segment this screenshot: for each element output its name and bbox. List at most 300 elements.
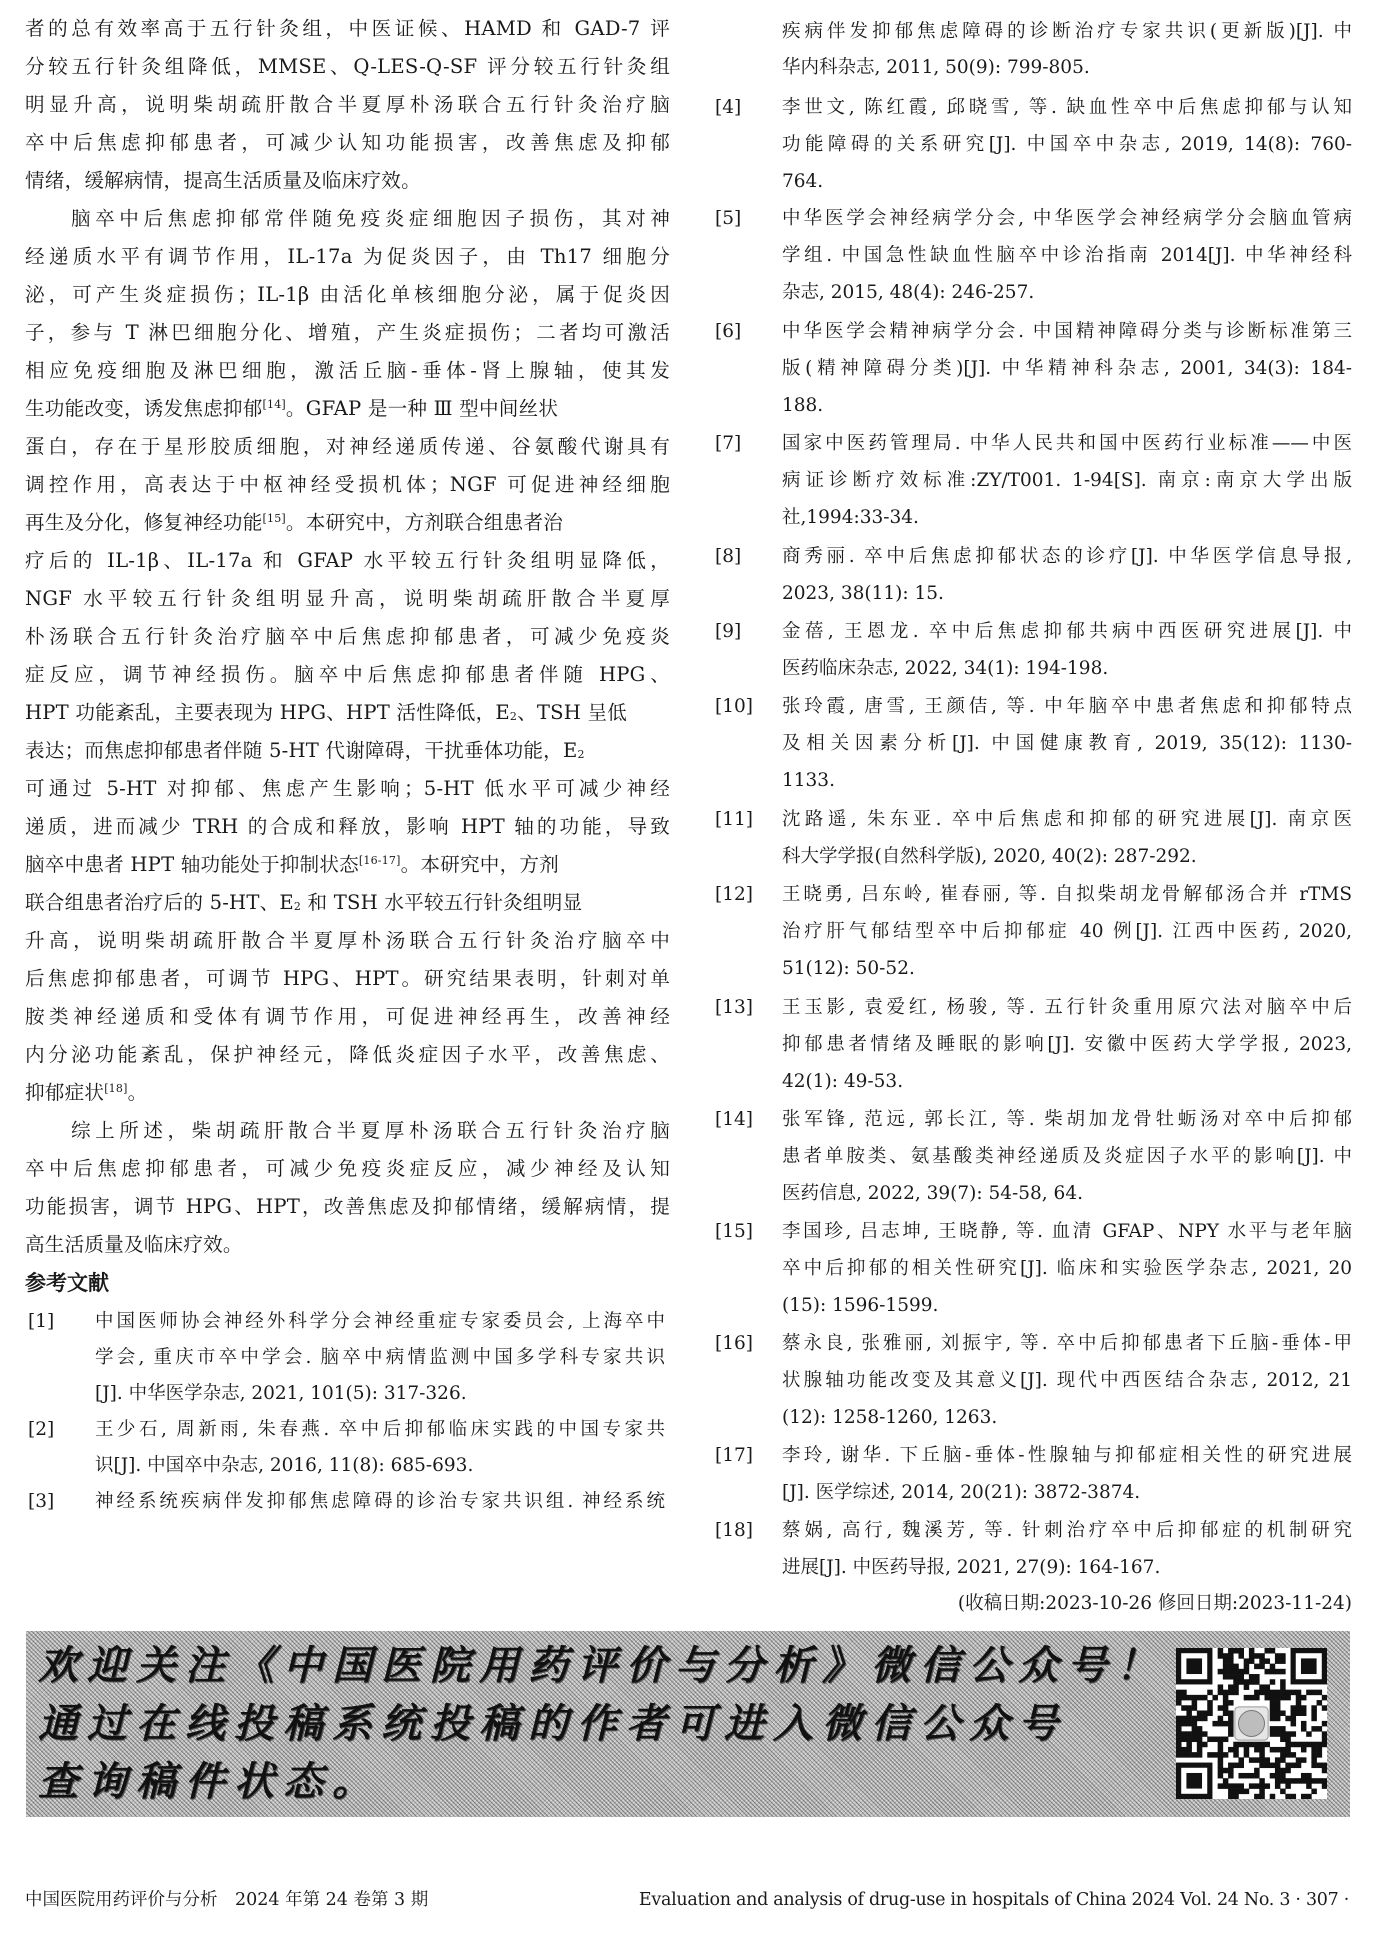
reference-line: (12): 1258-1260, 1263. <box>782 1407 998 1428</box>
qr-module <box>1223 1658 1229 1664</box>
qr-module <box>1259 1789 1265 1795</box>
reference-line: 神经系统疾病伴发抑郁焦虑障碍的诊治专家共识组. 神经系统 <box>95 1491 665 1512</box>
qr-module <box>1259 1757 1265 1763</box>
qr-module <box>1291 1742 1297 1748</box>
qr-module <box>1218 1669 1224 1675</box>
reference-number: [1] <box>28 1311 55 1332</box>
qr-module <box>1238 1679 1244 1685</box>
qr-module <box>1322 1742 1327 1748</box>
qr-module <box>1197 1737 1203 1743</box>
qr-module <box>1202 1742 1208 1748</box>
qr-module <box>1218 1716 1224 1722</box>
qr-module <box>1265 1757 1271 1763</box>
qr-module <box>1265 1690 1271 1696</box>
qr-module <box>1244 1669 1250 1675</box>
body-line: 子，参与 T 淋巴细胞分化、增殖，产生炎症损伤；二者均可激活 <box>25 321 670 344</box>
qr-module <box>1280 1752 1286 1758</box>
qr-module <box>1270 1664 1276 1670</box>
body-segment: 。GFAP 是一种 Ⅲ 型中间丝状 <box>285 397 559 420</box>
body-segment: 。本研究中，方剂 <box>400 853 559 876</box>
qr-module <box>1270 1763 1276 1769</box>
body-line: 相应免疫细胞及淋巴细胞，激活丘脑-垂体-肾上腺轴，使其发 <box>25 359 670 382</box>
qr-module <box>1280 1731 1286 1737</box>
qr-module <box>1249 1658 1255 1664</box>
banner-line: 查询稿件状态。 <box>38 1758 381 1805</box>
qr-module <box>1285 1716 1291 1722</box>
qr-finder-pattern <box>1186 1773 1202 1789</box>
qr-module <box>1238 1742 1244 1748</box>
qr-module <box>1238 1648 1244 1654</box>
qr-module <box>1212 1721 1218 1727</box>
reference-line: 蔡永良, 张雅丽, 刘振宇, 等. 卒中后抑郁患者下丘脑-垂体-甲 <box>782 1333 1352 1354</box>
qr-module <box>1223 1690 1229 1696</box>
journal-english-footer: Evaluation and analysis of drug-use in hospitals of China 2024 Vol. 24 No. 3 · 307 · <box>638 1890 1349 1910</box>
body-line: 脑卒中后焦虑抑郁常伴随免疫炎症细胞因子损伤，其对神 <box>71 207 670 230</box>
qr-module <box>1233 1742 1239 1748</box>
qr-module <box>1233 1674 1239 1680</box>
reference-number: [4] <box>715 97 742 118</box>
qr-module <box>1181 1731 1187 1737</box>
qr-module <box>1228 1794 1234 1799</box>
qr-module <box>1301 1794 1307 1799</box>
qr-module <box>1301 1747 1307 1753</box>
reference-line: 医药临床杂志, 2022, 34(1): 194-198. <box>782 658 1109 679</box>
reference-line: 进展[J]. 中医药导报, 2021, 27(9): 164-167. <box>782 1557 1161 1578</box>
reference-number: [2] <box>28 1419 55 1440</box>
banner-line: 欢迎关注《中国医院用药评价与分析》微信公众号！ <box>38 1642 1165 1689</box>
qr-module <box>1218 1757 1224 1763</box>
reference-line: 张军锋, 范远, 郭长江, 等. 柴胡加龙骨牡蛎汤对卒中后抑郁 <box>782 1109 1352 1130</box>
qr-module <box>1296 1778 1302 1784</box>
qr-module <box>1176 1700 1182 1706</box>
reference-number: [14] <box>715 1109 753 1130</box>
citation[interactable]: [15] <box>262 512 286 525</box>
qr-code-icon[interactable] <box>1176 1648 1327 1799</box>
qr-module <box>1317 1752 1323 1758</box>
qr-module <box>1270 1726 1276 1732</box>
qr-module <box>1311 1778 1317 1784</box>
body-line: 泌，可产生炎症损伤；IL-1β 由活化单核细胞分泌，属于促炎因 <box>25 283 670 306</box>
qr-module <box>1275 1778 1281 1784</box>
qr-module <box>1202 1716 1208 1722</box>
qr-module <box>1233 1763 1239 1769</box>
body-line: 疗后的 IL-1β、IL-17a 和 GFAP 水平较五行针灸组明显降低， <box>25 549 670 572</box>
qr-module <box>1317 1690 1323 1696</box>
reference-line: 2023, 38(11): 15. <box>782 583 944 604</box>
body-line: 分较五行针灸组降低，MMSE、Q-LES-Q-SF 评分较五行针灸组 <box>25 55 670 78</box>
qr-module <box>1176 1726 1182 1732</box>
qr-module <box>1228 1747 1234 1753</box>
qr-module <box>1223 1768 1229 1774</box>
qr-module <box>1259 1763 1265 1769</box>
qr-module <box>1233 1690 1239 1696</box>
qr-module <box>1228 1716 1234 1722</box>
qr-module <box>1311 1747 1317 1753</box>
qr-module <box>1311 1710 1317 1716</box>
qr-module <box>1270 1716 1276 1722</box>
qr-module <box>1238 1669 1244 1675</box>
qr-module <box>1192 1700 1198 1706</box>
qr-module <box>1301 1726 1307 1732</box>
qr-module <box>1270 1794 1276 1799</box>
qr-module <box>1296 1705 1302 1711</box>
body-line: 高生活质量及临床疗效。 <box>25 1233 243 1256</box>
qr-module <box>1176 1716 1182 1722</box>
reference-line: 识[J]. 中国卒中杂志, 2016, 11(8): 685-693. <box>95 1455 474 1476</box>
reference-line: 功能障碍的关系研究[J]. 中国卒中杂志, 2019, 14(8): 760- <box>782 134 1352 155</box>
qr-module <box>1176 1752 1182 1758</box>
qr-module <box>1202 1731 1208 1737</box>
qr-module <box>1291 1690 1297 1696</box>
reference-number: [10] <box>715 696 753 717</box>
qr-module <box>1176 1747 1182 1753</box>
reference-number: [13] <box>715 997 753 1018</box>
qr-module <box>1265 1783 1271 1789</box>
qr-module <box>1223 1783 1229 1789</box>
qr-module <box>1238 1653 1244 1659</box>
qr-module <box>1270 1710 1276 1716</box>
qr-module <box>1285 1742 1291 1748</box>
qr-module <box>1192 1737 1198 1743</box>
qr-module <box>1270 1648 1276 1654</box>
qr-module <box>1306 1778 1312 1784</box>
body-line: 蛋白，存在于星形胶质细胞，对神经递质传递、谷氨酸代谢具有 <box>25 435 670 458</box>
reference-number: [8] <box>715 546 742 567</box>
qr-module <box>1186 1742 1192 1748</box>
qr-module <box>1228 1726 1234 1732</box>
reference-line: 42(1): 49-53. <box>782 1071 904 1092</box>
qr-module <box>1296 1710 1302 1716</box>
qr-module <box>1291 1716 1297 1722</box>
qr-module <box>1223 1721 1229 1727</box>
qr-module <box>1322 1695 1327 1701</box>
qr-module <box>1259 1653 1265 1659</box>
qr-module <box>1249 1742 1255 1748</box>
qr-module <box>1218 1763 1224 1769</box>
qr-module <box>1249 1695 1255 1701</box>
qr-module <box>1228 1648 1234 1654</box>
qr-module <box>1218 1783 1224 1789</box>
qr-module <box>1306 1731 1312 1737</box>
qr-module <box>1197 1710 1203 1716</box>
qr-module <box>1218 1737 1224 1743</box>
qr-module <box>1275 1710 1281 1716</box>
body-line: 综上所述，柴胡疏肝散合半夏厚朴汤联合五行针灸治疗脑 <box>71 1119 670 1142</box>
qr-module <box>1285 1768 1291 1774</box>
qr-module <box>1207 1737 1213 1743</box>
qr-module <box>1254 1695 1260 1701</box>
qr-module <box>1280 1690 1286 1696</box>
qr-module <box>1275 1731 1281 1737</box>
reference-line: 中华医学会精神病学分会. 中国精神障碍分类与诊断标准第三 <box>782 321 1352 342</box>
qr-module <box>1259 1690 1265 1696</box>
body-line: 症反应，调节神经损伤。脑卒中后焦虑抑郁患者伴随 HPG、 <box>25 663 670 686</box>
qr-module <box>1322 1778 1327 1784</box>
qr-module <box>1233 1752 1239 1758</box>
reference-line: 科大学学报(自然科学版), 2020, 40(2): 287-292. <box>782 846 1197 867</box>
qr-module <box>1228 1763 1234 1769</box>
qr-module <box>1207 1710 1213 1716</box>
qr-code-graphic <box>1176 1648 1327 1799</box>
qr-module <box>1291 1731 1297 1737</box>
body-segment: 。本研究中，方剂联合组患者治 <box>285 511 564 534</box>
qr-module <box>1228 1690 1234 1696</box>
qr-module <box>1322 1737 1327 1743</box>
qr-module <box>1259 1684 1265 1690</box>
qr-module <box>1280 1768 1286 1774</box>
reference-line: 188. <box>782 395 824 416</box>
qr-module <box>1259 1658 1265 1664</box>
qr-module <box>1244 1658 1250 1664</box>
body-segment: 抑郁症状 <box>25 1081 105 1104</box>
qr-module <box>1218 1690 1224 1696</box>
qr-module <box>1259 1747 1265 1753</box>
qr-module <box>1275 1747 1281 1753</box>
qr-module <box>1270 1705 1276 1711</box>
qr-module <box>1186 1705 1192 1711</box>
reference-line: 中华医学会神经病学分会, 中华医学会神经病学分会脑血管病 <box>782 208 1352 229</box>
qr-module <box>1311 1757 1317 1763</box>
reference-number: [9] <box>715 621 742 642</box>
qr-module <box>1218 1768 1224 1774</box>
qr-module <box>1301 1778 1307 1784</box>
qr-module <box>1244 1789 1250 1795</box>
reference-line: 李玲, 谢华. 下丘脑-垂体-性腺轴与抑郁症相关性的研究进展 <box>782 1445 1352 1466</box>
qr-module <box>1270 1747 1276 1753</box>
body-segment: 和 TSH 水平较五行针灸组明显 <box>301 891 583 914</box>
qr-module <box>1296 1695 1302 1701</box>
qr-module <box>1223 1710 1229 1716</box>
qr-module <box>1291 1763 1297 1769</box>
reference-line: 病证诊断疗效标准:ZY/T001. 1-94[S]. 南京:南京大学出版 <box>782 470 1352 491</box>
body-line <box>25 891 582 915</box>
qr-module <box>1322 1721 1327 1727</box>
reference-number: [11] <box>715 809 753 830</box>
qr-module <box>1181 1752 1187 1758</box>
qr-module <box>1181 1721 1187 1727</box>
qr-module <box>1244 1664 1250 1670</box>
reference-line: 治疗肝气郁结型卒中后抑郁症 40 例[J]. 江西中医药, 2020, <box>782 921 1352 942</box>
qr-module <box>1244 1747 1250 1753</box>
qr-module <box>1265 1695 1271 1701</box>
qr-module <box>1244 1742 1250 1748</box>
qr-module <box>1233 1747 1239 1753</box>
qr-module <box>1223 1700 1229 1706</box>
qr-module <box>1218 1747 1224 1753</box>
qr-module <box>1291 1752 1297 1758</box>
qr-module <box>1223 1669 1229 1675</box>
reference-line: 中国医师协会神经外科学分会神经重症专家委员会, 上海卒中 <box>95 1311 665 1332</box>
qr-module <box>1218 1653 1224 1659</box>
qr-module <box>1275 1768 1281 1774</box>
qr-module <box>1322 1731 1327 1737</box>
reference-line: 李国珍, 吕志坤, 王晓静, 等. 血清 GFAP、NPY 水平与老年脑 <box>782 1221 1352 1242</box>
body-line <box>25 511 563 535</box>
qr-module <box>1306 1690 1312 1696</box>
qr-module <box>1280 1684 1286 1690</box>
qr-module <box>1176 1721 1182 1727</box>
qr-module <box>1228 1669 1234 1675</box>
qr-module <box>1186 1721 1192 1727</box>
qr-module <box>1291 1710 1297 1716</box>
qr-module <box>1249 1783 1255 1789</box>
body-segment: 联合组患者治疗后的 5-HT、E <box>25 891 294 914</box>
reference-line: 国家中医药管理局. 中华人民共和国中医药行业标准——中医 <box>782 433 1352 454</box>
qr-module <box>1311 1789 1317 1795</box>
reference-line: 医药信息, 2022, 39(7): 54-58, 64. <box>782 1183 1083 1204</box>
wechat-promo-banner <box>26 1631 1350 1817</box>
reference-line: 及相关因素分析[J]. 中国健康教育, 2019, 35(12): 1130- <box>782 733 1352 754</box>
body-segment: 表达；而焦虑抑郁患者伴随 5-HT 代谢障碍，干扰垂体功能，E <box>25 739 578 762</box>
qr-module <box>1270 1690 1276 1696</box>
qr-module <box>1285 1731 1291 1737</box>
qr-module <box>1254 1674 1260 1680</box>
qr-module <box>1197 1695 1203 1701</box>
qr-module <box>1228 1664 1234 1670</box>
qr-module <box>1322 1763 1327 1769</box>
qr-module <box>1176 1742 1182 1748</box>
qr-module <box>1186 1752 1192 1758</box>
qr-module <box>1238 1783 1244 1789</box>
reference-line: 沈路遥, 朱东亚. 卒中后焦虑和抑郁的研究进展[J]. 南京医 <box>782 809 1352 830</box>
qr-module <box>1306 1794 1312 1799</box>
qr-module <box>1228 1658 1234 1664</box>
qr-module <box>1296 1742 1302 1748</box>
citation[interactable]: [16-17] <box>358 854 401 867</box>
qr-module <box>1311 1742 1317 1748</box>
body-segment: 脑卒中患者 HPT 轴功能处于抑制状态 <box>25 853 359 876</box>
qr-module <box>1254 1794 1260 1799</box>
qr-module <box>1311 1690 1317 1696</box>
qr-module <box>1275 1726 1281 1732</box>
qr-module <box>1270 1695 1276 1701</box>
qr-module <box>1275 1695 1281 1701</box>
body-line: 者的总有效率高于五行针灸组，中医证候、HAMD 和 GAD-7 评 <box>25 17 670 40</box>
qr-module <box>1259 1752 1265 1758</box>
reference-line: 学组. 中国急性缺血性脑卒中诊治指南 2014[J]. 中华神经科 <box>782 245 1352 266</box>
qr-module <box>1291 1778 1297 1784</box>
qr-module <box>1254 1664 1260 1670</box>
qr-module <box>1233 1664 1239 1670</box>
qr-module <box>1207 1705 1213 1711</box>
qr-module <box>1186 1747 1192 1753</box>
reference-line: 1133. <box>782 770 835 791</box>
qr-module <box>1233 1789 1239 1795</box>
reference-line: 疾病伴发抑郁焦虑障碍的诊断治疗专家共识(更新版)[J]. 中 <box>782 21 1352 42</box>
qr-module <box>1176 1731 1182 1737</box>
body-segment: 、TSH 呈低 <box>517 701 628 724</box>
qr-module <box>1317 1747 1323 1753</box>
qr-module <box>1192 1695 1198 1701</box>
qr-module <box>1197 1726 1203 1732</box>
qr-module <box>1212 1752 1218 1758</box>
qr-module <box>1197 1731 1203 1737</box>
citation[interactable]: [14] <box>262 398 286 411</box>
qr-module <box>1228 1721 1234 1727</box>
reference-line: 卒中后抑郁的相关性研究[J]. 临床和实验医学杂志, 2021, 20 <box>782 1258 1352 1279</box>
body-line: 内分泌功能紊乱，保护神经元，降低炎症因子水平，改善焦虑、 <box>25 1043 670 1066</box>
qr-module <box>1280 1737 1286 1743</box>
qr-module <box>1296 1763 1302 1769</box>
body-line: 可通过 5-HT 对抑郁、焦虑产生影响；5-HT 低水平可减少神经 <box>25 777 670 800</box>
body-segment: 。 <box>127 1081 148 1104</box>
journal-logo-emblem <box>1238 1710 1264 1736</box>
body-line: 明显升高，说明柴胡疏肝散合半夏厚朴汤联合五行针灸治疗脑 <box>25 93 670 116</box>
qr-module <box>1207 1700 1213 1706</box>
qr-module <box>1306 1742 1312 1748</box>
qr-module <box>1223 1664 1229 1670</box>
qr-module <box>1259 1664 1265 1670</box>
qr-module <box>1192 1705 1198 1711</box>
qr-module <box>1296 1690 1302 1696</box>
qr-module <box>1186 1731 1192 1737</box>
qr-module <box>1265 1669 1271 1675</box>
qr-module <box>1259 1794 1265 1799</box>
qr-module <box>1233 1794 1239 1799</box>
body-line: NGF 水平较五行针灸组明显升高，说明柴胡疏肝散合半夏厚 <box>25 587 670 610</box>
qr-module <box>1223 1778 1229 1784</box>
qr-module <box>1223 1653 1229 1659</box>
qr-module <box>1249 1773 1255 1779</box>
qr-module <box>1244 1684 1250 1690</box>
body-line: 调控作用，高表达于中枢神经受损机体；NGF 可促进神经细胞 <box>25 473 670 496</box>
qr-module <box>1181 1695 1187 1701</box>
qr-module <box>1254 1757 1260 1763</box>
qr-module <box>1238 1773 1244 1779</box>
reference-line: [J]. 医学综述, 2014, 20(21): 3872-3874. <box>782 1482 1141 1503</box>
qr-module <box>1202 1695 1208 1701</box>
qr-module <box>1280 1778 1286 1784</box>
qr-module <box>1228 1768 1234 1774</box>
qr-module <box>1306 1783 1312 1789</box>
qr-module <box>1212 1737 1218 1743</box>
reference-line: 金蓓, 王恩龙. 卒中后焦虑抑郁共病中西医研究进展[J]. 中 <box>782 621 1352 642</box>
qr-module <box>1176 1695 1182 1701</box>
body-line: 朴汤联合五行针灸治疗脑卒中后焦虑抑郁患者，可减少免疫炎 <box>25 625 670 648</box>
qr-module <box>1280 1710 1286 1716</box>
qr-module <box>1317 1778 1323 1784</box>
reference-number: [6] <box>715 321 742 342</box>
qr-module <box>1176 1737 1182 1743</box>
qr-module <box>1254 1742 1260 1748</box>
qr-module <box>1280 1726 1286 1732</box>
body-line <box>25 701 627 725</box>
qr-module <box>1197 1716 1203 1722</box>
citation[interactable]: [18] <box>104 1082 128 1095</box>
qr-module <box>1202 1710 1208 1716</box>
qr-module <box>1181 1747 1187 1753</box>
qr-module <box>1280 1773 1286 1779</box>
qr-module <box>1275 1658 1281 1664</box>
qr-module <box>1270 1700 1276 1706</box>
qr-module <box>1228 1783 1234 1789</box>
qr-module <box>1244 1679 1250 1685</box>
qr-module <box>1244 1695 1250 1701</box>
qr-module <box>1301 1695 1307 1701</box>
body-line: 胺类神经递质和受体有调节作用，可促进神经再生，改善神经 <box>25 1005 670 1028</box>
reference-line: 张玲霞, 唐雪, 王颜佶, 等. 中年脑卒中患者焦虑和抑郁特点 <box>782 696 1352 717</box>
qr-module <box>1181 1716 1187 1722</box>
qr-module <box>1301 1757 1307 1763</box>
qr-module <box>1238 1674 1244 1680</box>
qr-module <box>1249 1653 1255 1659</box>
qr-module <box>1186 1716 1192 1722</box>
qr-module <box>1296 1757 1302 1763</box>
qr-module <box>1259 1783 1265 1789</box>
body-line: 卒中后焦虑抑郁患者，可减少认知功能损害，改善焦虑及抑郁 <box>25 131 670 154</box>
body-segment: 生功能改变，诱发焦虑抑郁 <box>25 397 263 420</box>
qr-module <box>1186 1710 1192 1716</box>
